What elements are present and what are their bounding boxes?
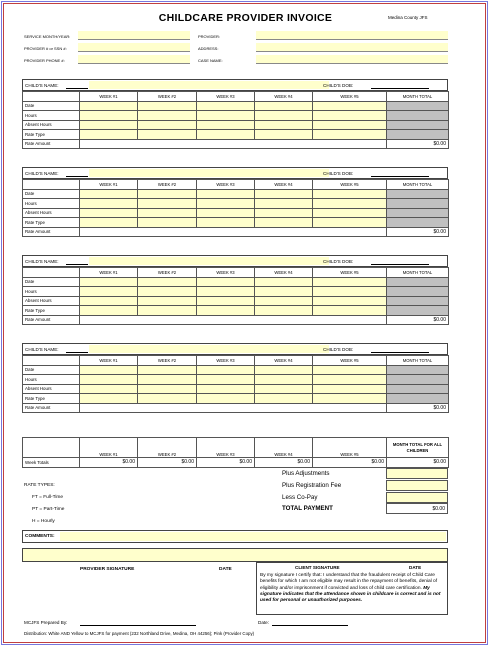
- grid-corner-cell: [23, 268, 80, 278]
- rate-amount-cell: [138, 403, 197, 413]
- row-label: Date: [23, 189, 80, 199]
- entry-cell[interactable]: [197, 208, 255, 218]
- entry-cell[interactable]: [80, 375, 138, 385]
- child-block: [22, 79, 448, 149]
- entry-cell[interactable]: [313, 101, 387, 111]
- week-header: WEEK #5: [313, 356, 387, 366]
- case-name-field[interactable]: [256, 55, 448, 64]
- rate-amount-cell: [313, 403, 387, 413]
- entry-cell[interactable]: [80, 384, 138, 394]
- summary-week-header: WEEK #2: [138, 438, 197, 458]
- month-total-value: $0.00: [387, 139, 449, 149]
- plus-adjustments-field[interactable]: [386, 468, 448, 479]
- row-label: Rate Type: [23, 394, 80, 404]
- row-label: Hours: [23, 111, 80, 121]
- week-header: WEEK #1: [80, 92, 138, 102]
- entry-cell[interactable]: [313, 218, 387, 228]
- month-total-value: $0.00: [387, 315, 449, 325]
- month-total-shaded-cell: [387, 277, 449, 287]
- month-total-all-value: $0.00: [387, 458, 449, 468]
- entry-cell[interactable]: [197, 218, 255, 228]
- month-total-shaded-cell: [387, 287, 449, 297]
- total-payment-label: TOTAL PAYMENT: [282, 505, 333, 512]
- entry-cell[interactable]: [197, 277, 255, 287]
- case-name-label: CASE NAME:: [198, 58, 223, 63]
- signature-area[interactable]: [22, 548, 448, 562]
- distribution-text: Distribution: White AND Yellow to MCJFS for payment (232 Northland Drive, Medina, OH 44256); Pink (Provider Copy): [24, 631, 255, 636]
- less-copay-label: Less Co-Pay: [282, 494, 318, 501]
- entry-cell[interactable]: [138, 394, 197, 404]
- rate-amount-cell: [255, 139, 313, 149]
- month-total-shaded-cell: [387, 375, 449, 385]
- address-label: ADDRESS:: [198, 46, 219, 51]
- child-dob-field[interactable]: [371, 352, 429, 353]
- entry-cell[interactable]: [255, 130, 313, 140]
- entry-cell[interactable]: [255, 287, 313, 297]
- week-total-value: $0.00: [255, 458, 313, 468]
- week-header: WEEK #4: [255, 180, 313, 190]
- row-label: Rate Amount: [23, 227, 80, 237]
- child-name-line: [66, 176, 88, 177]
- week-header: WEEK #5: [313, 92, 387, 102]
- prepared-by-label: MCJFS Prepared By:: [24, 620, 68, 625]
- entry-cell[interactable]: [255, 208, 313, 218]
- entry-cell[interactable]: [80, 296, 138, 306]
- certification-emphasis: My signature indicates that the attendance shown in childcare is correct and is not used for personal or unauthorized purposes.: [260, 585, 441, 604]
- summary-week-header: WEEK #4: [255, 438, 313, 458]
- prepared-date-label: Date:: [258, 620, 269, 625]
- entry-cell[interactable]: [313, 384, 387, 394]
- rate-amount-cell: [138, 227, 197, 237]
- entry-cell[interactable]: [80, 130, 138, 140]
- week-header: WEEK #4: [255, 356, 313, 366]
- week-header: WEEK #3: [197, 356, 255, 366]
- month-total-shaded-cell: [387, 218, 449, 228]
- entry-cell[interactable]: [313, 296, 387, 306]
- entry-cell[interactable]: [138, 296, 197, 306]
- month-total-value: $0.00: [387, 403, 449, 413]
- child-name-row: [22, 167, 448, 179]
- summary-blank-cell: [23, 438, 80, 458]
- entry-cell[interactable]: [197, 101, 255, 111]
- week-total-value: $0.00: [313, 458, 387, 468]
- rate-types-heading: RATE TYPES:: [24, 483, 55, 488]
- entry-cell[interactable]: [138, 384, 197, 394]
- entry-cell[interactable]: [313, 199, 387, 209]
- entry-cell[interactable]: [197, 120, 255, 130]
- week-header: WEEK #2: [138, 268, 197, 278]
- rate-amount-cell: [313, 315, 387, 325]
- summary-week-header: WEEK #5: [313, 438, 387, 458]
- entry-cell[interactable]: [313, 375, 387, 385]
- entry-cell[interactable]: [138, 101, 197, 111]
- row-label: Rate Type: [23, 130, 80, 140]
- child-grid: [22, 267, 449, 325]
- total-payment-value: $0.00: [386, 503, 448, 514]
- week-header: WEEK #1: [80, 268, 138, 278]
- rate-amount-cell: [80, 315, 138, 325]
- entry-cell[interactable]: [80, 189, 138, 199]
- rate-amount-cell: [197, 139, 255, 149]
- rate-amount-cell: [138, 139, 197, 149]
- month-total-shaded-cell: [387, 199, 449, 209]
- week-total-value: $0.00: [138, 458, 197, 468]
- week-header: WEEK #2: [138, 180, 197, 190]
- row-label: Rate Amount: [23, 139, 80, 149]
- entry-cell[interactable]: [313, 365, 387, 375]
- rate-amount-cell: [80, 139, 138, 149]
- row-label: Rate Amount: [23, 315, 80, 325]
- entry-cell[interactable]: [197, 199, 255, 209]
- entry-cell[interactable]: [138, 208, 197, 218]
- entry-cell[interactable]: [80, 365, 138, 375]
- entry-cell[interactable]: [313, 277, 387, 287]
- entry-cell[interactable]: [313, 111, 387, 121]
- entry-cell[interactable]: [80, 277, 138, 287]
- entry-cell[interactable]: [255, 306, 313, 316]
- month-total-header: MONTH TOTAL: [387, 180, 449, 190]
- entry-cell[interactable]: [80, 111, 138, 121]
- week-header: WEEK #1: [80, 180, 138, 190]
- month-total-shaded-cell: [387, 120, 449, 130]
- entry-cell[interactable]: [138, 375, 197, 385]
- certification-body: By my signature I certify that: I understand that the fraudulent receipt of Child Care benefits for which I am not eligible may result in the repayment of benefits, denial of eligibility and/or imprisonment if convicted and loss of child care certification.: [260, 573, 438, 591]
- month-total-shaded-cell: [387, 394, 449, 404]
- child-name-row: [22, 255, 448, 267]
- entry-cell[interactable]: [138, 199, 197, 209]
- entry-cell[interactable]: [255, 199, 313, 209]
- entry-cell[interactable]: [255, 101, 313, 111]
- week-total-value: $0.00: [80, 458, 138, 468]
- entry-cell[interactable]: [197, 111, 255, 121]
- entry-cell[interactable]: [80, 208, 138, 218]
- child-dob-label: CHILD'S DOB:: [323, 347, 354, 352]
- rate-amount-cell: [255, 315, 313, 325]
- provider-phone-field[interactable]: [78, 55, 190, 64]
- month-total-header: MONTH TOTAL: [387, 356, 449, 366]
- month-total-shaded-cell: [387, 365, 449, 375]
- week-total-value: $0.00: [197, 458, 255, 468]
- row-label: Rate Amount: [23, 403, 80, 413]
- entry-cell[interactable]: [138, 189, 197, 199]
- rate-amount-cell: [197, 315, 255, 325]
- week-header: WEEK #4: [255, 268, 313, 278]
- entry-cell[interactable]: [313, 130, 387, 140]
- comments-field[interactable]: [60, 532, 446, 541]
- child-grid: [22, 91, 449, 149]
- entry-cell[interactable]: [313, 189, 387, 199]
- child-dob-label: CHILD'S DOB:: [323, 259, 354, 264]
- entry-cell[interactable]: [197, 375, 255, 385]
- rate-amount-cell: [255, 403, 313, 413]
- week-header: WEEK #1: [80, 356, 138, 366]
- service-month-label: SERVICE MONTH/YEAR:: [24, 34, 71, 39]
- grid-corner-cell: [23, 180, 80, 190]
- entry-cell[interactable]: [197, 384, 255, 394]
- child-name-line: [66, 352, 88, 353]
- week-header: WEEK #3: [197, 180, 255, 190]
- month-total-header: MONTH TOTAL: [387, 268, 449, 278]
- entry-cell[interactable]: [255, 384, 313, 394]
- rate-amount-cell: [80, 227, 138, 237]
- child-dob-label: CHILD'S DOB:: [323, 171, 354, 176]
- provider-ssn-label: PROVIDER # or SSN #:: [24, 46, 67, 51]
- child-block: [22, 343, 448, 413]
- entry-cell[interactable]: [80, 394, 138, 404]
- client-signature-label: CLIENT SIGNATURE: [295, 565, 340, 570]
- child-grid: [22, 179, 449, 237]
- entry-cell[interactable]: [197, 130, 255, 140]
- row-label: Hours: [23, 199, 80, 209]
- entry-cell[interactable]: [255, 189, 313, 199]
- month-total-shaded-cell: [387, 296, 449, 306]
- provider-field[interactable]: [256, 31, 448, 40]
- child-name-label: CHILD'S NAME:: [25, 259, 59, 264]
- provider-label: PROVIDER:: [198, 34, 221, 39]
- row-label: Absent Hours: [23, 208, 80, 218]
- rate-amount-cell: [255, 227, 313, 237]
- rate-type-ft: FT = Full-Time: [32, 495, 64, 500]
- week-header: WEEK #5: [313, 180, 387, 190]
- grid-corner-cell: [23, 356, 80, 366]
- month-total-value: $0.00: [387, 227, 449, 237]
- prepared-date-line[interactable]: [272, 625, 348, 626]
- entry-cell[interactable]: [255, 296, 313, 306]
- child-dob-field[interactable]: [371, 264, 429, 265]
- child-name-field[interactable]: [89, 345, 329, 353]
- summary-week-header: WEEK #3: [197, 438, 255, 458]
- entry-cell[interactable]: [138, 277, 197, 287]
- child-name-line: [66, 264, 88, 265]
- plus-adjustments-label: Plus Adjustments: [282, 470, 330, 477]
- entry-cell[interactable]: [313, 306, 387, 316]
- rate-amount-cell: [197, 227, 255, 237]
- row-label: Absent Hours: [23, 384, 80, 394]
- rate-type-pt: PT = Part-Time: [32, 507, 65, 512]
- summary-section: [22, 437, 448, 468]
- provider-ssn-field[interactable]: [78, 43, 190, 52]
- rate-amount-cell: [197, 403, 255, 413]
- child-name-row: [22, 343, 448, 355]
- month-total-shaded-cell: [387, 208, 449, 218]
- entry-cell[interactable]: [255, 375, 313, 385]
- provider-signature-label: PROVIDER SIGNATURE: [80, 567, 135, 572]
- entry-cell[interactable]: [197, 189, 255, 199]
- entry-cell[interactable]: [80, 101, 138, 111]
- child-dob-field[interactable]: [371, 176, 429, 177]
- child-name-field[interactable]: [89, 81, 329, 89]
- summary-week-header: WEEK #1: [80, 438, 138, 458]
- month-total-shaded-cell: [387, 130, 449, 140]
- week-header: WEEK #3: [197, 92, 255, 102]
- rate-amount-cell: [138, 315, 197, 325]
- rate-type-h: H = Hourly: [32, 519, 55, 524]
- plus-registration-fee-field[interactable]: [386, 480, 448, 491]
- entry-cell[interactable]: [138, 120, 197, 130]
- rate-amount-cell: [80, 403, 138, 413]
- date-label-2: DATE: [409, 565, 422, 570]
- entry-cell[interactable]: [313, 208, 387, 218]
- row-label: Hours: [23, 375, 80, 385]
- grid-corner-cell: [23, 92, 80, 102]
- row-label: Rate Type: [23, 218, 80, 228]
- child-name-label: CHILD'S NAME:: [25, 347, 59, 352]
- month-total-shaded-cell: [387, 384, 449, 394]
- entry-cell[interactable]: [197, 394, 255, 404]
- address-field[interactable]: [256, 43, 448, 52]
- page-title: CHILDCARE PROVIDER INVOICE: [158, 12, 333, 24]
- entry-cell[interactable]: [255, 120, 313, 130]
- entry-cell[interactable]: [313, 120, 387, 130]
- entry-cell[interactable]: [138, 111, 197, 121]
- less-copay-field[interactable]: [386, 492, 448, 503]
- comments-row: [22, 530, 448, 543]
- entry-cell[interactable]: [138, 130, 197, 140]
- prepared-by-line[interactable]: [80, 625, 196, 626]
- row-label: Hours: [23, 287, 80, 297]
- certification-text: [260, 573, 446, 604]
- child-name-label: CHILD'S NAME:: [25, 83, 59, 88]
- week-header: WEEK #5: [313, 268, 387, 278]
- month-total-shaded-cell: [387, 101, 449, 111]
- entry-cell[interactable]: [255, 394, 313, 404]
- month-total-all-header: MONTH TOTAL FOR ALL CHILDREN: [387, 438, 449, 458]
- week-header: WEEK #2: [138, 92, 197, 102]
- month-total-shaded-cell: [387, 189, 449, 199]
- entry-cell[interactable]: [138, 365, 197, 375]
- row-label: Date: [23, 101, 80, 111]
- entry-cell[interactable]: [197, 296, 255, 306]
- entry-cell[interactable]: [313, 394, 387, 404]
- week-header: WEEK #3: [197, 268, 255, 278]
- entry-cell[interactable]: [197, 365, 255, 375]
- row-label: Rate Type: [23, 306, 80, 316]
- child-name-row: [22, 79, 448, 91]
- child-name-line: [66, 88, 88, 89]
- entry-cell[interactable]: [80, 199, 138, 209]
- child-name-field[interactable]: [89, 169, 329, 177]
- entry-cell[interactable]: [313, 287, 387, 297]
- week-header: WEEK #2: [138, 356, 197, 366]
- date-label-1: DATE: [219, 567, 232, 572]
- entry-cell[interactable]: [255, 218, 313, 228]
- entry-cell[interactable]: [80, 218, 138, 228]
- month-total-shaded-cell: [387, 306, 449, 316]
- week-header: WEEK #4: [255, 92, 313, 102]
- plus-registration-fee-label: Plus Registration Fee: [282, 482, 342, 489]
- certification-box: [256, 562, 448, 615]
- row-label: Date: [23, 277, 80, 287]
- month-total-header: MONTH TOTAL: [387, 92, 449, 102]
- entry-cell[interactable]: [80, 287, 138, 297]
- entry-cell[interactable]: [138, 287, 197, 297]
- entry-cell[interactable]: [255, 365, 313, 375]
- child-block: [22, 167, 448, 237]
- row-label: Date: [23, 365, 80, 375]
- child-grid: [22, 355, 449, 413]
- child-dob-field[interactable]: [371, 88, 429, 89]
- child-name-field[interactable]: [89, 257, 329, 265]
- rate-amount-cell: [313, 139, 387, 149]
- entry-cell[interactable]: [138, 306, 197, 316]
- row-label: Absent Hours: [23, 296, 80, 306]
- month-total-shaded-cell: [387, 111, 449, 121]
- entry-cell[interactable]: [197, 287, 255, 297]
- entry-cell[interactable]: [80, 306, 138, 316]
- row-label: Absent Hours: [23, 120, 80, 130]
- entry-cell[interactable]: [197, 306, 255, 316]
- entry-cell[interactable]: [80, 120, 138, 130]
- summary-table: [22, 437, 449, 468]
- provider-phone-label: PROVIDER PHONE #:: [24, 58, 65, 63]
- comments-label: COMMENTS:: [25, 534, 55, 539]
- county-label: Medina County JFS: [388, 15, 428, 20]
- service-month-field[interactable]: [78, 31, 190, 40]
- rate-amount-cell: [313, 227, 387, 237]
- entry-cell[interactable]: [255, 277, 313, 287]
- child-name-label: CHILD'S NAME:: [25, 171, 59, 176]
- entry-cell[interactable]: [255, 111, 313, 121]
- child-block: [22, 255, 448, 325]
- week-totals-label: Week Totals: [23, 458, 80, 468]
- entry-cell[interactable]: [138, 218, 197, 228]
- child-dob-label: CHILD'S DOB:: [323, 83, 354, 88]
